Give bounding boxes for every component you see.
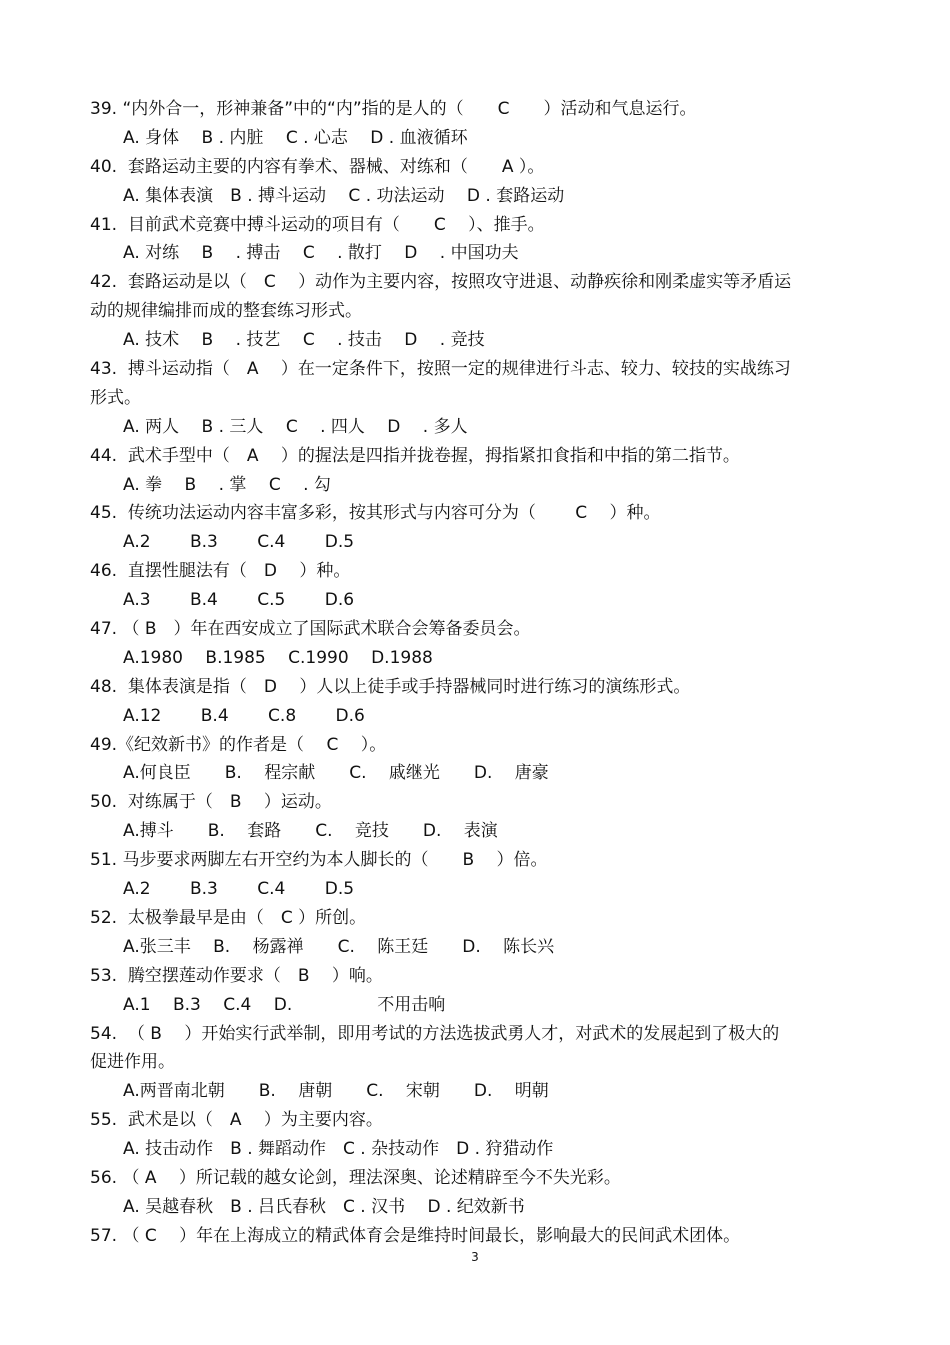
question-stem: 55. 武术是以（ A ）为主要内容。 [90, 1110, 383, 1131]
question-stem: 54. （ B ）开始实行武举制，即用考试的方法选拔武勇人才，对武术的发展起到了极大的 [90, 1023, 780, 1044]
question-item [90, 1222, 850, 1251]
question-list [90, 95, 850, 1251]
question-item [90, 1106, 850, 1164]
answer-options: A. 拳 B . 掌 C . 勾 [123, 474, 331, 495]
page-number: 3 [471, 1250, 479, 1264]
question-item [90, 673, 850, 731]
question-stem: 44. 武术手型中（ A ）的握法是四指并拢卷握，拇指紧扣食指和中指的第二指节。 [90, 445, 740, 466]
question-stem: 45. 传统功法运动内容丰富多彩，按其形式与内容可分为（ C ）种。 [90, 503, 661, 524]
answer-options: A.2 B.3 C.4 D.5 [123, 879, 355, 900]
question-stem: 促进作用。 [90, 1052, 175, 1073]
answer-options: A. 集体表演 B . 搏斗运动 C . 功法运动 D . 套路运动 [123, 185, 565, 206]
question-item [90, 615, 850, 673]
answer-options: A. 身体 B . 内脏 C . 心志 D . 血液循环 [123, 127, 468, 148]
answer-options: A. 技击动作 B . 舞蹈动作 C . 杂技动作 D . 狩猎动作 [123, 1139, 554, 1160]
question-stem: 形式。 [90, 387, 141, 408]
question-item [90, 1164, 850, 1222]
question-item [90, 557, 850, 615]
question-item [90, 904, 850, 962]
question-stem: 56. （ A ）所记载的越女论剑，理法深奥、论述精辟至今不失光彩。 [90, 1167, 621, 1188]
question-stem: 49.《纪效新书》的作者是（ C ）。 [90, 734, 387, 755]
question-stem: 53. 腾空摆莲动作要求（ B ）响。 [90, 965, 383, 986]
question-item [90, 355, 850, 442]
question-stem: 39. “内外合一，形神兼备”中的“内”指的是人的（ C ）活动和气息运行。 [90, 99, 697, 119]
answer-options: A. 吴越春秋 B . 吕氏春秋 C . 汉书 D . 纪效新书 [123, 1196, 525, 1217]
question-stem: 48. 集体表演是指（ D ）人以上徒手或手持器械同时进行练习的演练形式。 [90, 676, 691, 697]
question-item [90, 442, 850, 500]
answer-options: A.3 B.4 C.5 D.6 [123, 590, 355, 611]
question-item [90, 788, 850, 846]
answer-options: A.搏斗 B. 套路 C. 竞技 D. 表演 [123, 821, 498, 842]
question-item [90, 846, 850, 904]
question-stem: 43. 搏斗运动指（ A ）在一定条件下，按照一定的规律进行斗志、较力、较技的实战练习 [90, 359, 791, 380]
question-item [90, 268, 850, 355]
answer-options: A.两晋南北朝 B. 唐朝 C. 宋朝 D. 明朝 [123, 1081, 549, 1102]
question-stem: 50. 对练属于（ B ）运动。 [90, 792, 332, 813]
question-item [90, 153, 850, 211]
answer-options: A. 两人 B . 三人 C . 四人 D . 多人 [123, 416, 468, 437]
answer-options: A.1980 B.1985 C.1990 D.1988 [123, 647, 433, 668]
question-item [90, 211, 850, 269]
question-item [90, 1020, 850, 1107]
question-stem: 46. 直摆性腿法有（ D ）种。 [90, 561, 351, 582]
answer-options: A.1 B.3 C.4 D. 不用击响 [123, 994, 446, 1015]
question-stem: 47. （ B ）年在西安成立了国际武术联合会筹备委员会。 [90, 619, 531, 640]
answer-options: A.张三丰 B. 杨露禅 C. 陈王廷 D. 陈长兴 [123, 936, 555, 957]
question-stem: 51. 马步要求两脚左右开空约为本人脚长的（ B ）倍。 [90, 850, 548, 871]
question-stem: 57. （ C ）年在上海成立的精武体育会是维持时间最长，影响最大的民间武术团体。 [90, 1225, 741, 1246]
answer-options: A.2 B.3 C.4 D.5 [123, 532, 355, 553]
question-item [90, 962, 850, 1020]
question-stem: 42. 套路运动是以（ C ）动作为主要内容，按照攻守进退、动静疾徐和刚柔虚实等矛盾运 [90, 272, 792, 293]
question-item [90, 499, 850, 557]
answer-options: A. 对练 B . 搏击 C . 散打 D . 中国功夫 [123, 243, 519, 264]
question-stem: 41. 目前武术竞赛中搏斗运动的项目有（ C ）、推手。 [90, 214, 545, 235]
question-stem: 40. 套路运动主要的内容有拳术、器械、对练和（ A ）。 [90, 156, 545, 177]
question-item [90, 731, 850, 789]
answer-options: A. 技术 B . 技艺 C . 技击 D . 竞技 [123, 330, 485, 351]
answer-options: A.何良臣 B. 程宗献 C. 戚继光 D. 唐豪 [123, 763, 549, 784]
question-item [90, 95, 850, 153]
question-stem: 动的规律编排而成的整套练习形式。 [90, 301, 362, 322]
question-stem: 52. 太极拳最早是由（ C ）所创。 [90, 907, 367, 928]
answer-options: A.12 B.4 C.8 D.6 [123, 705, 365, 726]
